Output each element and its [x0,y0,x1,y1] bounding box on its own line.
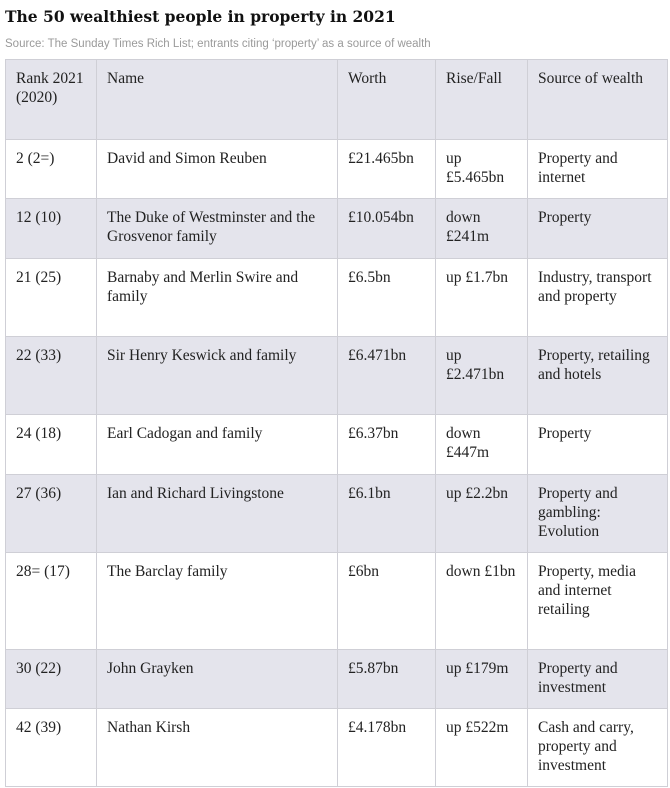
table-row [6,199,668,259]
worth-cell: £10.054bn [338,199,436,259]
table-row [6,259,668,337]
worth-cell: £6.1bn [338,475,436,553]
rise-fall-cell: up £2.471bn [436,337,528,415]
table-row [6,709,668,787]
wealth-table [5,59,668,787]
source-cell: Property, retailing and hotels [528,337,668,415]
name-cell: David and Simon Reuben [97,140,338,199]
rise-fall-cell: up £1.7bn [436,259,528,337]
name-cell: Ian and Richard Livingstone [97,475,338,553]
rank-cell: 27 (36) [6,475,97,553]
worth-cell: £6.471bn [338,337,436,415]
worth-cell: £5.87bn [338,650,436,709]
header-source-of-wealth: Source of wealth [528,60,668,140]
worth-cell: £6bn [338,553,436,650]
rank-cell: 12 (10) [6,199,97,259]
table-row [6,475,668,553]
source-cell: Cash and carry, property and investment [528,709,668,787]
name-cell: The Barclay family [97,553,338,650]
header-worth: Worth [338,60,436,140]
worth-cell: £6.5bn [338,259,436,337]
rank-cell: 2 (2=) [6,140,97,199]
rank-cell: 30 (22) [6,650,97,709]
worth-cell: £21.465bn [338,140,436,199]
rise-fall-cell: down £241m [436,199,528,259]
name-cell: Earl Cadogan and family [97,415,338,475]
source-cell: Property and investment [528,650,668,709]
rank-cell: 42 (39) [6,709,97,787]
rank-cell: 22 (33) [6,337,97,415]
rise-fall-cell: up £5.465bn [436,140,528,199]
worth-cell: £6.37bn [338,415,436,475]
source-cell: Property [528,199,668,259]
rank-cell: 24 (18) [6,415,97,475]
rise-fall-cell: up £2.2bn [436,475,528,553]
rise-fall-cell: up £522m [436,709,528,787]
source-cell: Property, media and internet retailing [528,553,668,650]
source-note: Source: The Sunday Times Rich List; entrants citing ‘property’ as a source of wealth [5,38,431,50]
rank-cell: 28= (17) [6,553,97,650]
table-title: The 50 wealthiest people in property in 2021 [5,7,396,26]
table-row [6,337,668,415]
header-rise-fall: Rise/Fall [436,60,528,140]
source-cell: Industry, transport and property [528,259,668,337]
worth-cell: £4.178bn [338,709,436,787]
source-cell: Property and gambling: Evolution [528,475,668,553]
source-cell: Property [528,415,668,475]
header-rank: Rank 2021 (2020) [6,60,97,140]
name-cell: Barnaby and Merlin Swire and family [97,259,338,337]
rise-fall-cell: up £179m [436,650,528,709]
table-row [6,553,668,650]
name-cell: The Duke of Westminster and the Grosvenor family [97,199,338,259]
header-name: Name [97,60,338,140]
table-row [6,650,668,709]
rank-cell: 21 (25) [6,259,97,337]
rise-fall-cell: down £447m [436,415,528,475]
name-cell: John Grayken [97,650,338,709]
rise-fall-cell: down £1bn [436,553,528,650]
source-cell: Property and internet [528,140,668,199]
table-row [6,140,668,199]
name-cell: Nathan Kirsh [97,709,338,787]
table-header-row [6,60,668,140]
name-cell: Sir Henry Keswick and family [97,337,338,415]
table-row [6,415,668,475]
